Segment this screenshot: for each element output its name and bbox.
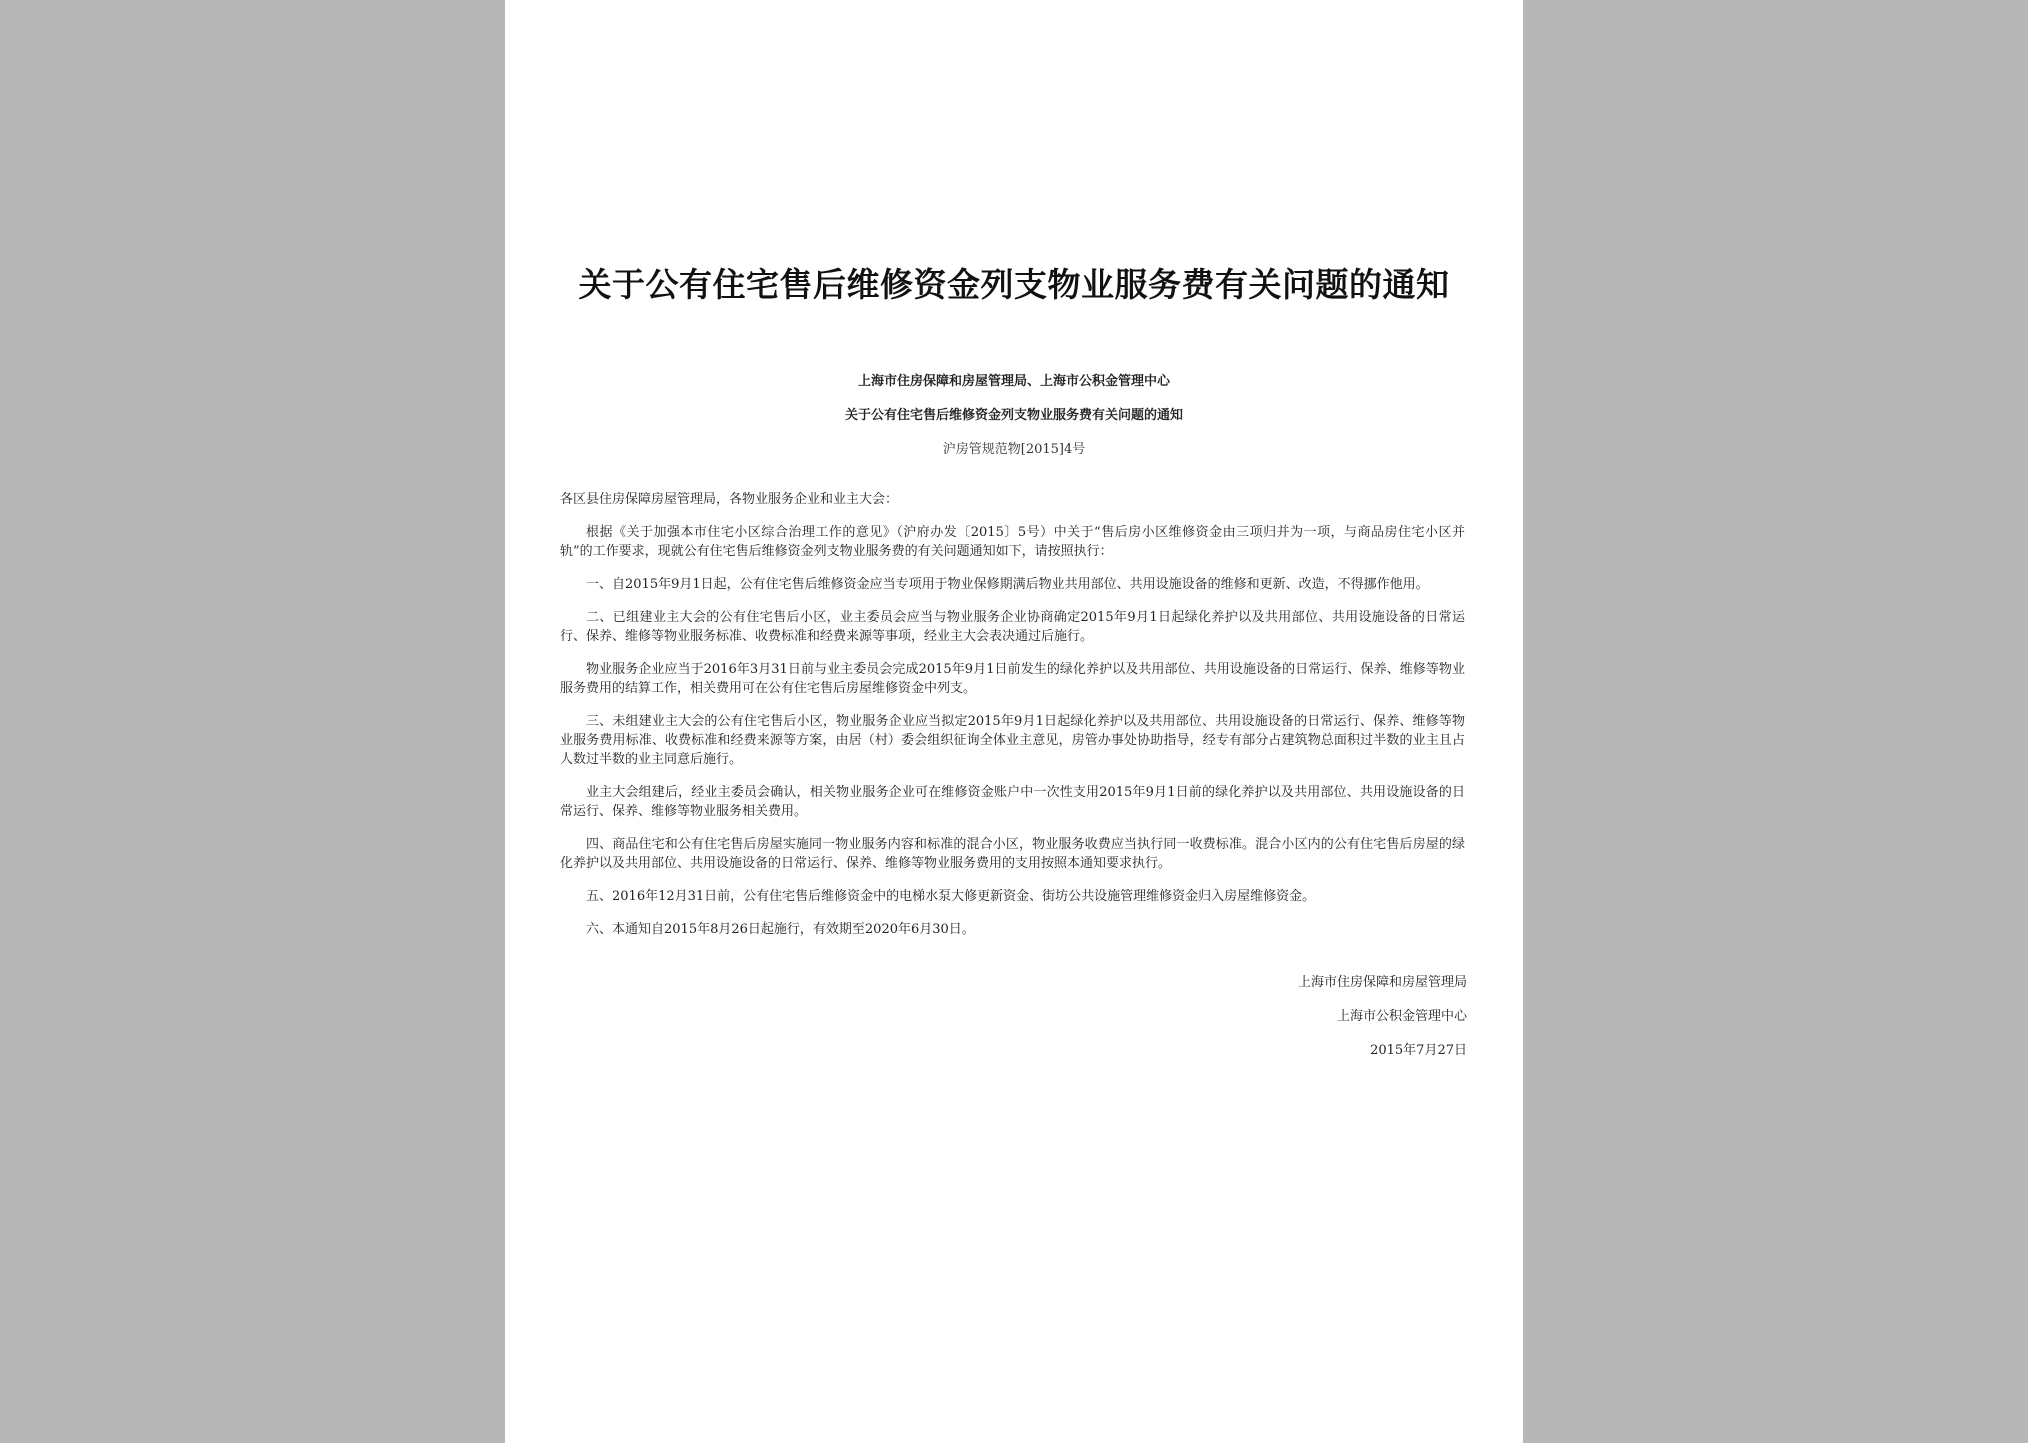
issuing-authorities: 上海市住房保障和房屋管理局、上海市公积金管理中心 xyxy=(857,374,1170,389)
paragraph-item-6: 六、本通知自2015年8月26日起施行，有效期至2020年6月30日。 xyxy=(586,922,975,937)
document-number: 沪房管规范物[2015]4号 xyxy=(942,442,1086,457)
document-body xyxy=(560,490,1465,953)
paragraph-item-3: 三、未组建业主大会的公有住宅售后小区，物业服务企业应当拟定2015年9月1日起绿化养护以及共用部位、共用设施设备的日常运行、保养、维修等物业服务费用标准、收费标准和经费来源等方案，由居（村）委会组织征询全体业主意见，房管办事处协助指导，经专有部分占建筑物总面积过半数的业主且占人数过半数的业主同意后施行。 xyxy=(560,714,1465,767)
document-page xyxy=(505,0,1523,1443)
signature-date: 2015年7月27日 xyxy=(1370,1043,1467,1058)
document-title: 关于公有住宅售后维修资金列支物业服务费有关问题的通知 xyxy=(578,265,1450,304)
paragraph-intro: 根据《关于加强本市住宅小区综合治理工作的意见》（沪府办发〔2015〕5号）中关于“售后房小区维修资金由三项归并为一项，与商品房住宅小区并轨”的工作要求，现就公有住宅售后维修资金列支物业服务费的有关问题通知如下，请按照执行： xyxy=(560,525,1465,559)
paragraph-item-5: 五、2016年12月31日前，公有住宅售后维修资金中的电梯水泵大修更新资金、街坊公共设施管理维修资金归入房屋维修资金。 xyxy=(586,889,1316,904)
signature-org-housing-bureau: 上海市住房保障和房屋管理局 xyxy=(1297,975,1467,990)
signature-org-provident-fund: 上海市公积金管理中心 xyxy=(1336,1009,1467,1024)
paragraph-item-4: 四、商品住宅和公有住宅售后房屋实施同一物业服务内容和标准的混合小区，物业服务收费应当执行同一收费标准。混合小区内的公有住宅售后房屋的绿化养护以及共用部位、共用设施设备的日常运行、保养、维修等物业服务费用的支用按照本通知要求执行。 xyxy=(560,837,1465,871)
salutation: 各区县住房保障房屋管理局，各物业服务企业和业主大会： xyxy=(560,492,899,507)
document-subtitle: 关于公有住宅售后维修资金列支物业服务费有关问题的通知 xyxy=(844,408,1183,423)
paragraph-item-3-after-assembly: 业主大会组建后，经业主委员会确认，相关物业服务企业可在维修资金账户中一次性支用2015年9月1日前的绿化养护以及共用部位、共用设施设备的日常运行、保养、维修等物业服务相关费用。 xyxy=(560,785,1465,819)
paragraph-item-2: 二、已组建业主大会的公有住宅售后小区，业主委员会应当与物业服务企业协商确定2015年9月1日起绿化养护以及共用部位、共用设施设备的日常运行、保养、维修等物业服务标准、收费标准和经费来源等事项，经业主大会表决通过后施行。 xyxy=(560,610,1465,644)
paragraph-item-2-settlement: 物业服务企业应当于2016年3月31日前与业主委员会完成2015年9月1日前发生的绿化养护以及共用部位、共用设施设备的日常运行、保养、维修等物业服务费用的结算工作，相关费用可在公有住宅售后房屋维修资金中列支。 xyxy=(560,662,1465,696)
paragraph-item-1: 一、自2015年9月1日起，公有住宅售后维修资金应当专项用于物业保修期满后物业共用部位、共用设施设备的维修和更新、改造，不得挪作他用。 xyxy=(586,577,1429,592)
